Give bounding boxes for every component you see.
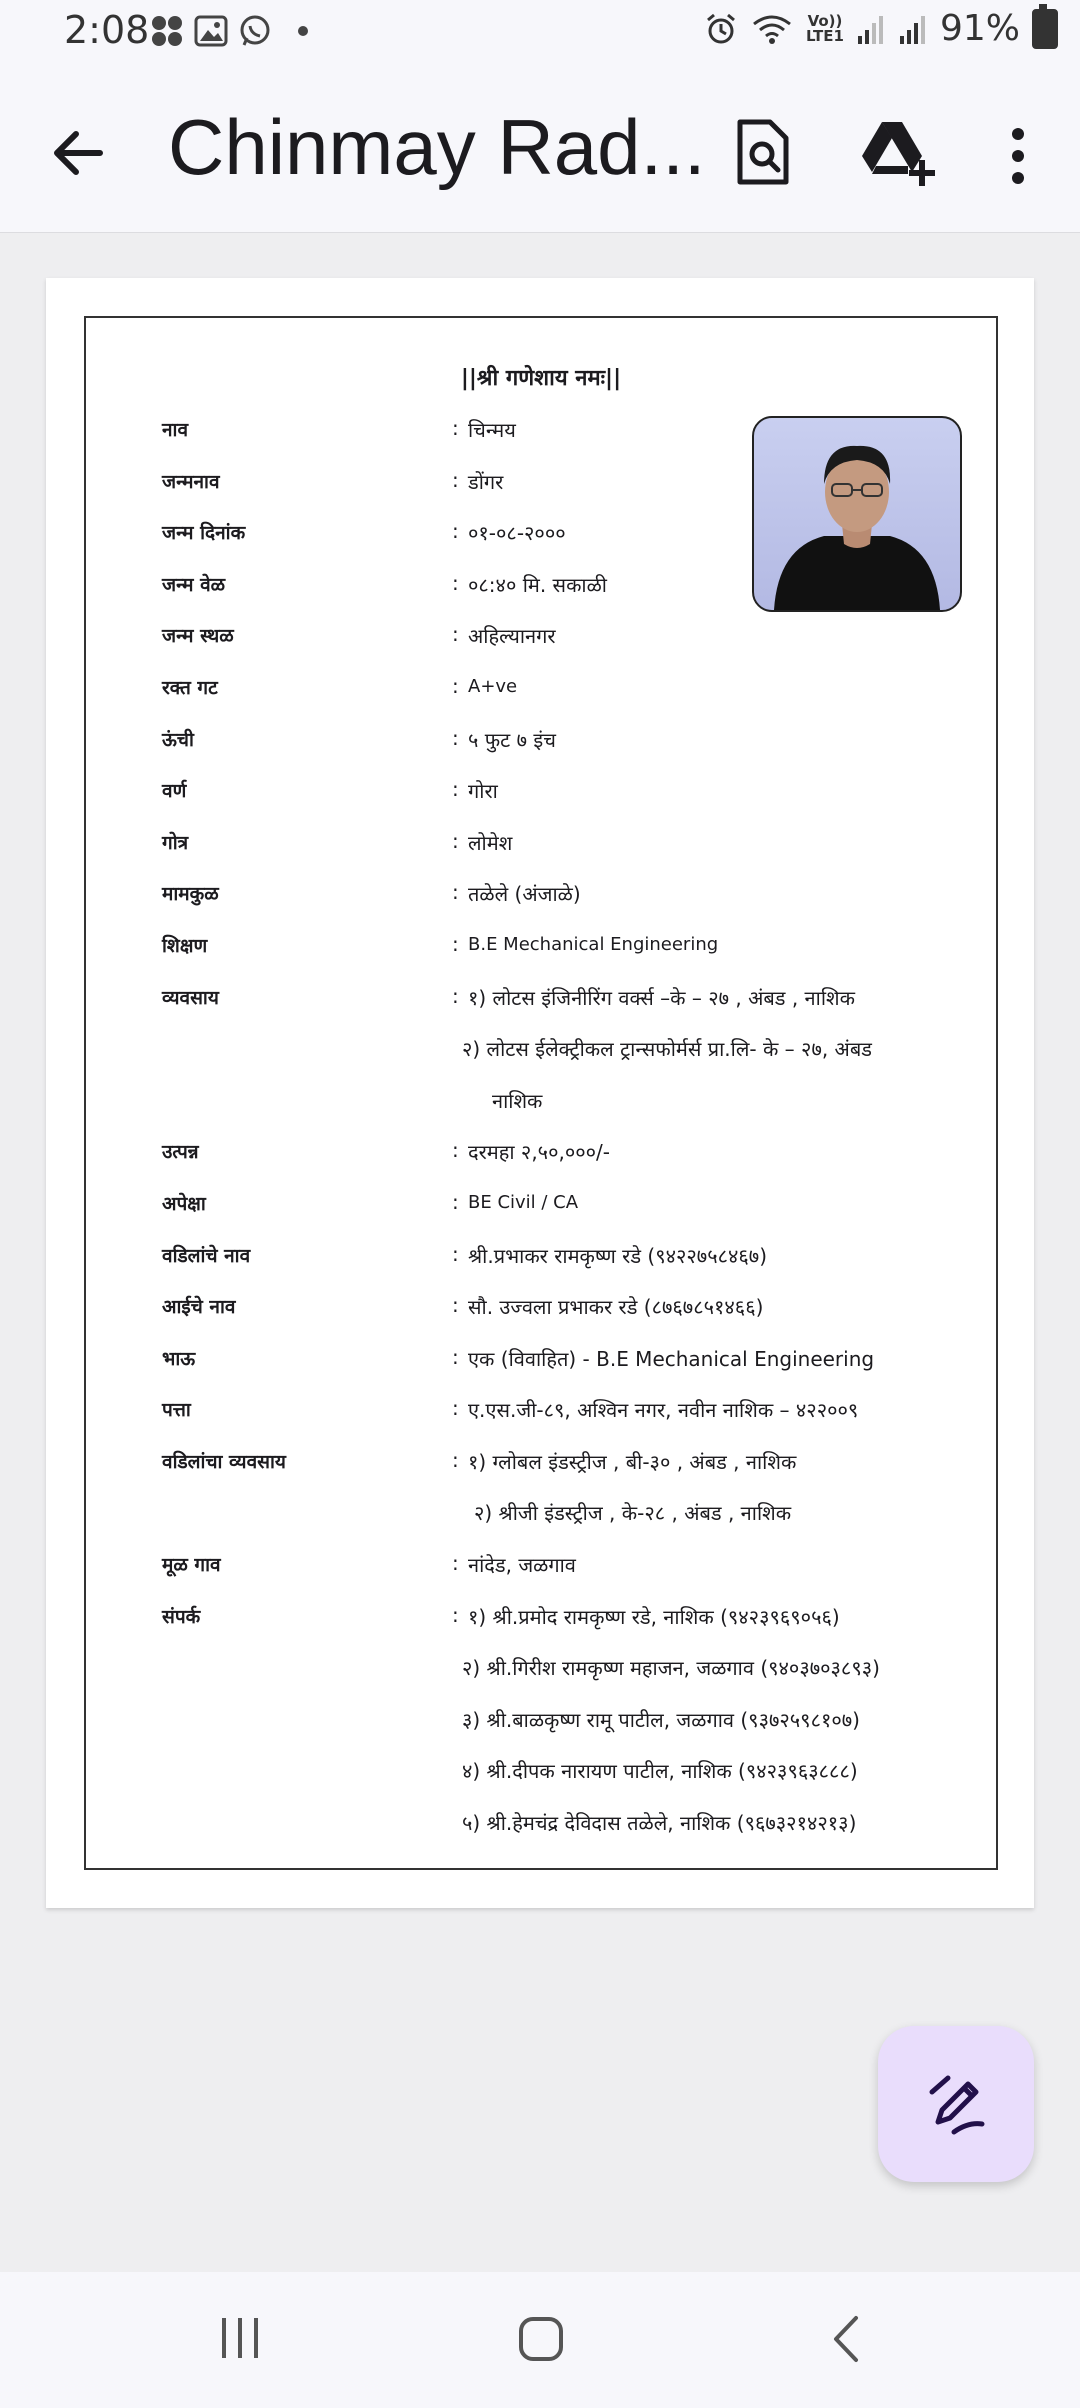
whatsapp-notification-icon <box>238 14 272 48</box>
row-occupation-2: २) लोटस ईलेक्ट्रीकल ट्रान्सफोर्मर्स प्रा.लि- के – २७, अंबड <box>462 1037 872 1062</box>
battery-percent: 91% <box>939 8 1020 49</box>
alarm-icon <box>704 12 738 46</box>
back-arrow-icon[interactable] <box>44 118 114 188</box>
row-brother: भाऊ : एक (विवाहित) - B.E Mechanical Engineering <box>162 1344 875 1371</box>
document-title: Chinmay Rad... <box>168 103 706 191</box>
row-mother-name: आईचे नाव : सौ. उज्वला प्रभाकर रडे (८७६७८५१४६६) <box>162 1293 764 1320</box>
biodata-frame <box>84 316 998 1870</box>
add-to-drive-icon[interactable] <box>860 116 940 188</box>
row-father-name: वडिलांचे नाव : श्री.प्रभाकर रामकृष्ण रडे (९४२२७५८४६७) <box>162 1241 767 1268</box>
row-expectation: अपेक्षा : BE Civil / CA <box>162 1189 579 1215</box>
row-gotra: गोत्र : लोमेश <box>162 828 513 855</box>
row-father-occupation-2: २) श्रीजी इंडस्ट्रीज , के-२८ , अंबड , नाशिक <box>474 1501 792 1526</box>
row-address: पत्ता : ए.एस.जी-८९, अश्विन नगर, नवीन नाशिक – ४२२००९ <box>162 1396 859 1423</box>
status-time: 2:08 <box>64 8 150 52</box>
status-bar <box>0 0 1080 72</box>
app-bar <box>0 72 1080 233</box>
battery-icon <box>1032 9 1058 49</box>
wifi-icon <box>750 12 794 46</box>
more-options-icon[interactable] <box>992 120 1044 192</box>
signal-icon-2 <box>898 12 928 46</box>
row-birth-date: जन्म दिनांक : ०१-०८-२००० <box>162 519 566 546</box>
volte-indicator: Vo)) LTE1 <box>805 11 844 45</box>
row-occupation: व्यवसाय : १) लोटस इंजिनीरिंग वर्क्स –के – २७ , अंबड , नाशिक <box>162 983 855 1010</box>
row-contact-5: ५) श्री.हेमचंद्र देविदास तळेले, नाशिक (९६७३२१४२१३) <box>462 1811 857 1836</box>
row-name: नाव : चिन्मय <box>162 416 516 442</box>
row-maternal-family: मामकुळ : तळेले (अंजाळे) <box>162 880 581 907</box>
document-heading: ||श्री गणेशाय नमः|| <box>460 366 622 391</box>
row-birth-name: जन्मनाव : डोंगर <box>162 467 504 494</box>
system-nav-bar <box>0 2272 1080 2408</box>
signal-icon-1 <box>856 12 886 46</box>
row-birth-place: जन्म स्थळ : अहिल्यानगर <box>162 622 556 649</box>
biodata-rows <box>162 404 982 1849</box>
row-complexion: वर्ण : गोरा <box>162 777 498 804</box>
find-in-document-icon[interactable] <box>726 116 798 188</box>
row-education: शिक्षण : B.E Mechanical Engineering <box>162 931 719 957</box>
recent-apps-icon[interactable] <box>218 2316 262 2360</box>
pen-icon <box>924 2072 988 2136</box>
row-contact-3: ३) श्री.बाळकृष्ण रामू पाटील, जळगाव (९३७२५९८१०७) <box>462 1707 860 1732</box>
row-native-place: मूळ गाव : नांदेड, जळगाव <box>162 1551 576 1578</box>
row-birth-time: जन्म वेळ : ०८:४० मि. सकाळी <box>162 570 607 597</box>
annotate-fab-button[interactable] <box>878 2026 1034 2182</box>
nav-back-icon[interactable] <box>826 2314 866 2364</box>
row-contact-2: २) श्री.गिरीश रामकृष्ण महाजन, जळगाव (९४०३७०३८९३) <box>462 1656 880 1681</box>
gallery-notification-icon <box>194 14 228 48</box>
app-grid-notification-icon <box>150 14 184 48</box>
home-icon[interactable] <box>518 2316 564 2362</box>
document-page[interactable] <box>46 278 1034 1908</box>
row-income: उत्पन्न : दरमहा २,५०,०००/- <box>162 1138 610 1165</box>
system-icons <box>704 8 1058 49</box>
more-notifications-dot <box>298 26 308 36</box>
row-occupation-3: नाशिक <box>492 1088 543 1113</box>
row-father-occupation: वडिलांचा व्यवसाय : १) ग्लोबल इंडस्ट्रीज , बी-३० , अंबड , नाशिक <box>162 1447 797 1474</box>
row-contact-4: ४) श्री.दीपक नारायण पाटील, नाशिक (९४२३९६३८८८) <box>462 1759 858 1784</box>
row-contact: संपर्क : १) श्री.प्रमोद रामकृष्ण रडे, नाशिक (९४२३९६९०५६) <box>162 1602 840 1629</box>
row-blood-group: रक्त गट : A+ve <box>162 673 518 699</box>
notification-icons <box>150 14 308 48</box>
row-height: ऊंची : ५ फुट ७ इंच <box>162 725 556 752</box>
